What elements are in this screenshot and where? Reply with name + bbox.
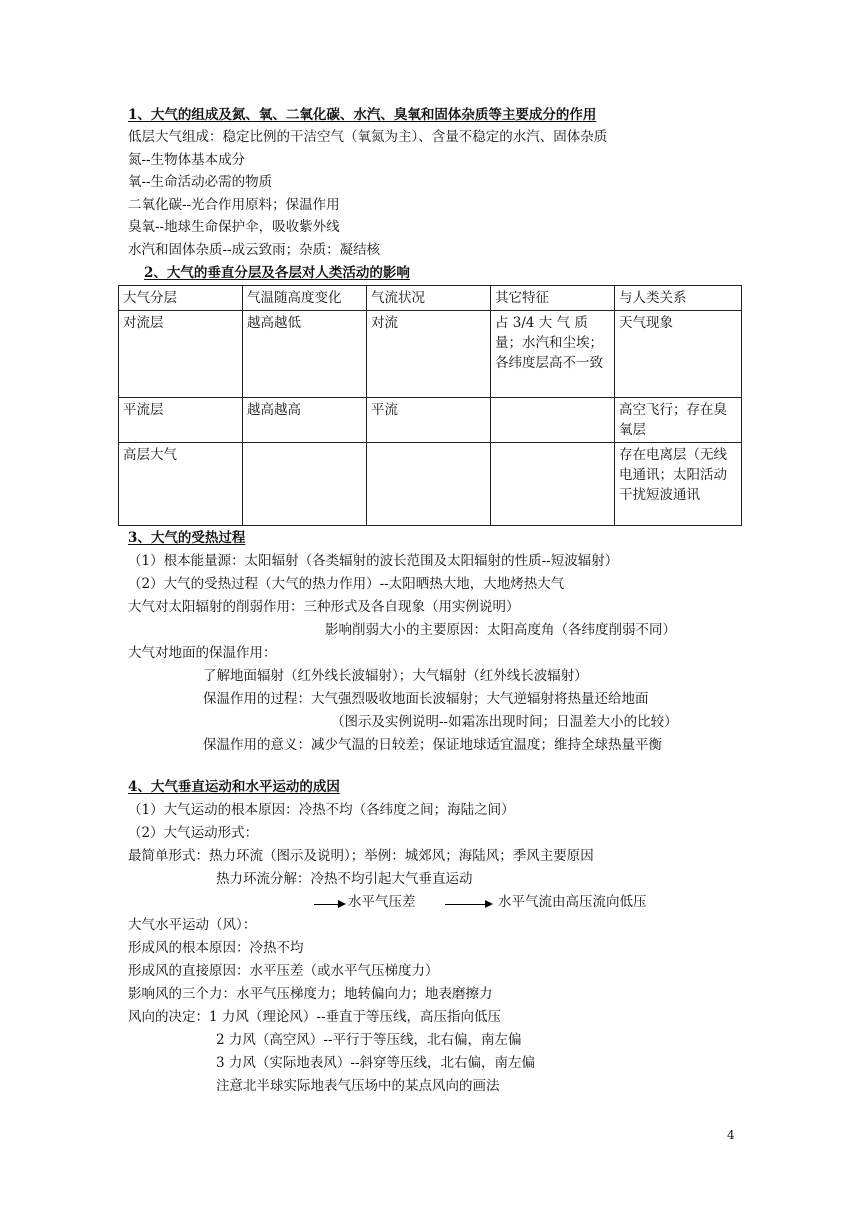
table-cell: [243, 443, 367, 526]
wind-root-cause-line: 形成风的根本原因：冷热不均: [128, 940, 304, 956]
airflow-label: 水平气流由高压流向低压: [498, 894, 647, 910]
motion-form-line: （2）大气运动形式：: [128, 825, 259, 841]
table-header-cell: 其它特征: [491, 286, 615, 311]
table-cell: [491, 443, 615, 526]
co2-line: 二氧化碳--光合作用原料；保温作用: [128, 197, 340, 213]
table-header-cell: 气流状况: [367, 286, 491, 311]
weakening-line: 大气对太阳辐射的削弱作用：三种形式及各自现象（用实例说明）: [128, 599, 520, 615]
weakening-factor-line: 影响削弱大小的主要原因：太阳高度角（各纬度削弱不同）: [325, 622, 676, 638]
table-cell: 平流: [367, 398, 491, 443]
two-force-wind-line: 2 力风（高空风）--平行于等压线，北右偏，南左偏: [216, 1032, 522, 1048]
table-row: [119, 443, 742, 526]
table-cell: 越高越低: [243, 311, 367, 398]
table-cell: 对流层: [119, 311, 243, 398]
nitrogen-line: 氮--生物体基本成分: [128, 152, 246, 168]
atmosphere-layers-table: [118, 285, 742, 526]
table-cell: 越高越高: [243, 398, 367, 443]
wind-direct-cause-line: 形成风的直接原因：水平压差（或水平气压梯度力）: [128, 963, 439, 979]
table-header-cell: 大气分层: [119, 286, 243, 311]
right-arrow-icon: [445, 904, 491, 905]
right-arrow-icon: [314, 904, 344, 905]
three-force-wind-line: 3 力风（实际地表风）--斜穿等压线，北右偏，南左偏: [216, 1055, 536, 1071]
table-header-row: [119, 286, 742, 311]
insulation-meaning-line: 保温作用的意义：减少气温的日较差；保证地球适宜温度；维持全球热量平衡: [203, 737, 662, 753]
vapor-line: 水汽和固体杂质--成云致雨；杂质：凝结核: [128, 242, 381, 258]
table-cell: 对流: [367, 311, 491, 398]
insulation-line: 大气对地面的保温作用：: [128, 645, 277, 661]
section-2-heading: 2、大气的垂直分层及各层对人类活动的影响: [144, 265, 410, 281]
page-number: 4: [727, 1128, 735, 1142]
table-cell: 高层大气: [119, 443, 243, 526]
wind-direction-line: 风向的决定：1 力风（理论风）--垂直于等压线，高压指向低压: [128, 1009, 502, 1025]
section-4-heading: 4、大气垂直运动和水平运动的成因: [128, 779, 340, 795]
insulation-process-line: 保温作用的过程：大气强烈吸收地面长波辐射；大气逆辐射将热量还给地面: [203, 691, 649, 707]
table-row: [119, 398, 742, 443]
circulation-breakdown-line: 热力环流分解：冷热不均引起大气垂直运动: [216, 871, 473, 887]
horizontal-motion-line: 大气水平运动（风）：: [128, 917, 257, 933]
table-header-cell: 与人类关系: [615, 286, 742, 311]
radiation-line: 了解地面辐射（红外线长波辐射）；大气辐射（红外线长波辐射）: [203, 668, 588, 684]
energy-source-line: （1）根本能量源：太阳辐射（各类辐射的波长范围及太阳辐射的性质--短波辐射）: [128, 553, 619, 569]
oxygen-line: 氧--生命活动必需的物质: [128, 174, 273, 190]
table-cell: 平流层: [119, 398, 243, 443]
table-header-cell: 气温随高度变化: [243, 286, 367, 311]
table-cell: [367, 443, 491, 526]
drawing-note-line: 注意北半球实际地表气压场中的某点风向的画法: [216, 1078, 500, 1094]
insulation-example-line: （图示及实例说明--如霜冻出现时间；日温差大小的比较）: [331, 714, 678, 730]
composition-line: 低层大气组成：稳定比例的干洁空气（氧氮为主）、含量不稳定的水汽、固体杂质: [128, 129, 608, 145]
motion-cause-line: （1）大气运动的根本原因：冷热不均（各纬度之间；海陆之间）: [128, 802, 515, 818]
table-cell: [491, 398, 615, 443]
ozone-line: 臭氧--地球生命保护伞，吸收紫外线: [128, 219, 340, 235]
thermal-circulation-line: 最简单形式：热力环流（图示及说明）；举例：城郊风；海陆风；季风主要原因: [128, 848, 594, 864]
section-3-heading: 3、大气的受热过程: [128, 530, 246, 546]
table-cell: 天气现象: [615, 311, 742, 398]
table-row: [119, 311, 742, 398]
table-cell: 占 3/4 大 气 质 量；水汽和尘埃；各纬度层高不一致: [491, 311, 615, 398]
three-forces-line: 影响风的三个力：水平气压梯度力；地转偏向力；地表磨擦力: [128, 986, 493, 1002]
heating-process-line: （2）大气的受热过程（大气的热力作用）--太阳晒热大地，大地烤热大气: [128, 576, 565, 592]
table-cell: 存在电离层（无线电通讯；太阳活动干扰短波通讯: [615, 443, 742, 526]
pressure-difference-label: 水平气压差: [348, 894, 416, 910]
table-cell: 高空飞行；存在臭氧层: [615, 398, 742, 443]
section-1-heading: 1、大气的组成及氮、氧、二氧化碳、水汽、臭氧和固体杂质等主要成分的作用: [128, 107, 597, 123]
